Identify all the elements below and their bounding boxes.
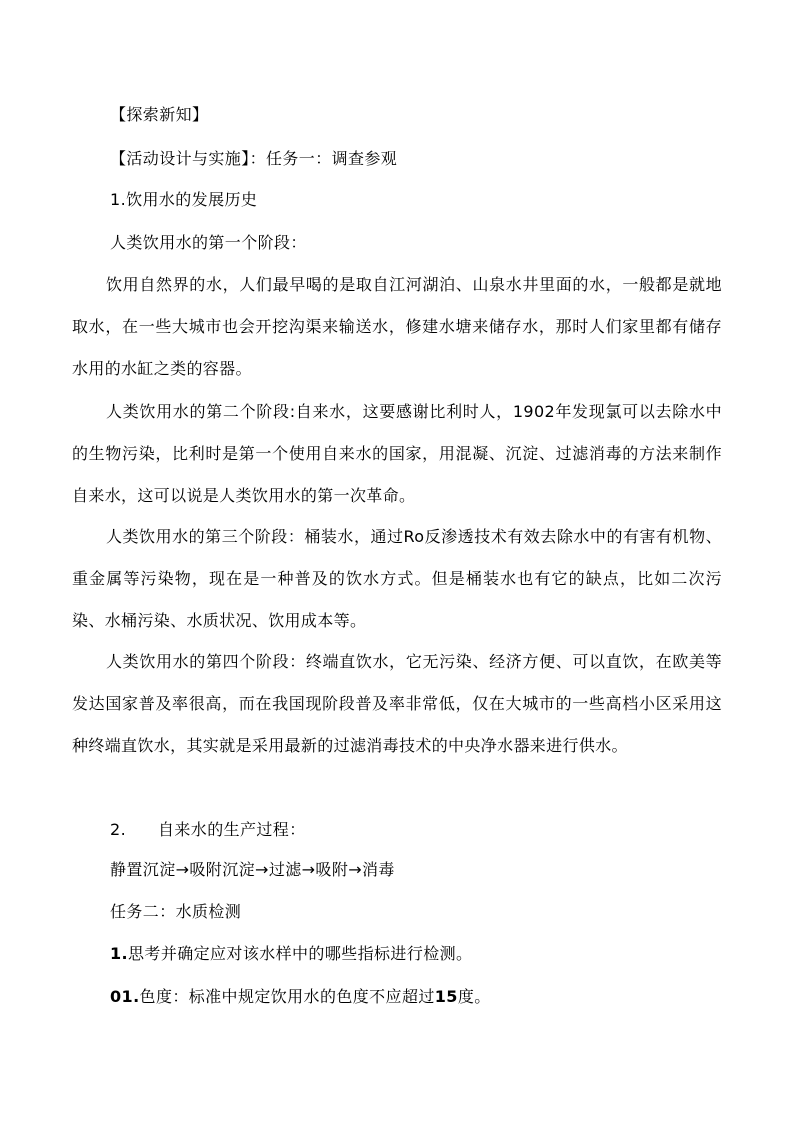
section-title-history: 1.饮用水的发展历史	[110, 190, 258, 209]
heading-activity-design: 【活动设计与实施】：任务一：调查参观	[110, 149, 398, 168]
task2-item2-number: 01.	[110, 987, 140, 1006]
task2-item1-text: 思考并确定应对该水样中的哪些指标进行检测。	[128, 944, 473, 963]
stage4-paragraph: 人类饮用水的第四个阶段：终端直饮水，它无污染、经济方便、可以直饮，在欧美等发达国家普及率很高，而在我国现阶段普及率非常低，仅在大城市的一些高档小区采用这种终端直饮水，其实就是采用最新的过滤消毒技术的中央净水器来进行供水。	[72, 652, 722, 755]
stage3-paragraph: 人类饮用水的第三个阶段：桶装水，通过Ro反渗透技术有效去除水中的有害有机物、重金属等污染物，现在是一种普及的饮水方式。但是桶装水也有它的缺点，比如二次污染、水桶污染、水质状况、饮用成本等。	[72, 527, 722, 630]
task2-item2-text-b: 度。	[457, 987, 491, 1006]
task2-item1-number: 1.	[110, 944, 129, 963]
heading-explore-new-knowledge: 【探索新知】	[110, 105, 209, 124]
task2-title: 任务二：水质检测	[110, 902, 242, 921]
task2-item2-text-a: 色度：标准中规定饮用水的色度不应超过	[139, 987, 435, 1006]
task2-item1	[110, 944, 472, 964]
task2-item2-number-15: 15	[434, 987, 458, 1006]
section2-title: 自来水的生产过程：	[158, 820, 306, 839]
stage1-paragraph: 饮用自然界的水，人们最早喝的是取自江河湖泊、山泉水井里面的水，一般都是就地取水，在一些大城市也会开挖沟渠来输送水，修建水塘来储存水，那时人们家里都有储存水用的水缸之类的容器。	[72, 275, 722, 378]
task2-item2	[110, 987, 491, 1007]
stage2-paragraph: 人类饮用水的第二个阶段:自来水，这要感谢比利时人，1902年发现氯可以去除水中的生物污染，比利时是第一个使用自来水的国家，用混凝、沉淀、过滤消毒的方法来制作自来水，这可以说是人类饮用水的第一次革命。	[72, 402, 722, 505]
process-flow: 静置沉淀→吸附沉淀→过滤→吸附→消毒	[110, 860, 395, 879]
stage1-title: 人类饮用水的第一个阶段：	[110, 233, 307, 252]
section2-number: 2.	[110, 820, 127, 839]
